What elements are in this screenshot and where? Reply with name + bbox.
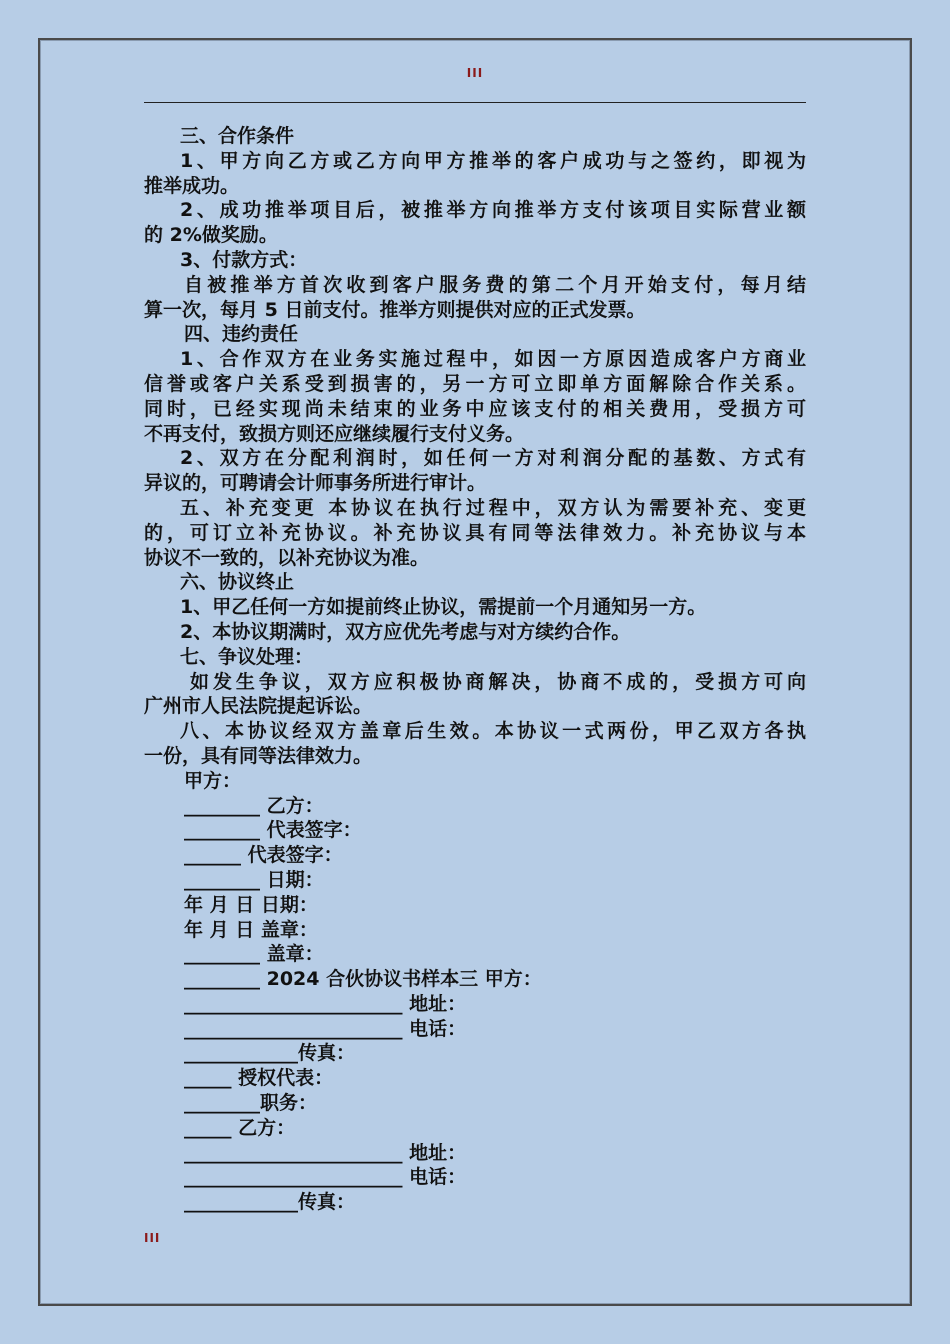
- text-line: ______ 代表签字：: [184, 844, 343, 867]
- text-line: _______________________ 电话：: [184, 1017, 467, 1040]
- text-line: _____ 乙方：: [184, 1116, 296, 1139]
- text-line: 的 2%做奖励。: [144, 224, 278, 247]
- text-line: ________ 盖章：: [184, 943, 324, 966]
- text-line: 3、付款方式：: [180, 248, 308, 271]
- text-line: ________ 日期：: [184, 868, 324, 891]
- text-line: 四、违约责任: [184, 323, 299, 346]
- text-line: _______________________ 地址：: [184, 1141, 467, 1164]
- text-line: 1、合作双方在业务实施过程中，如因一方原因造成客户方商业: [180, 348, 806, 371]
- text-line: _____ 授权代表：: [184, 1067, 334, 1090]
- text-line: 的，可订立补充协议。补充协议具有同等法律效力。补充协议与本: [144, 521, 806, 544]
- text-line: 八、本协议经双方盖章后生效。本协议一式两份，甲乙双方各执: [180, 720, 806, 743]
- text-line: 算一次，每月 5 日前支付。推举方则提供对应的正式发票。: [144, 298, 646, 321]
- text-line: 年 月 日 盖章：: [184, 918, 318, 941]
- text-line: ________ 乙方：: [184, 794, 324, 817]
- text-line: _______________________ 地址：: [184, 992, 467, 1015]
- header-mark: III: [466, 66, 484, 80]
- text-line: ________ 代表签字：: [184, 819, 362, 842]
- text-line: ________职务：: [184, 1092, 318, 1115]
- text-line: _______________________ 电话：: [184, 1166, 467, 1189]
- text-line: 六、协议终止: [180, 571, 295, 594]
- text-line: 自被推举方首次收到客户服务费的第二个月开始支付，每月结: [184, 273, 806, 296]
- text-line: 广州市人民法院提起诉讼。: [144, 695, 373, 718]
- text-line: ________ 2024 合伙协议书样本三 甲方：: [184, 968, 542, 991]
- text-line: 一份，具有同等法律效力。: [144, 744, 373, 767]
- text-line: 三、合作条件: [180, 125, 295, 147]
- text-line: 推举成功。: [144, 174, 240, 197]
- text-line: 异议的，可聘请会计师事务所进行审计。: [144, 472, 487, 495]
- text-line: 不再支付，致损方则还应继续履行支付义务。: [144, 422, 525, 445]
- document-body: [144, 124, 806, 1215]
- text-line: 七、争议处理：: [180, 645, 314, 668]
- text-line: 2、双方在分配利润时，如任何一方对利润分配的基数、方式有: [180, 447, 806, 470]
- footer-mark: III: [144, 1231, 161, 1245]
- text-line: 1、甲乙任何一方如提前终止协议，需提前一个月通知另一方。: [180, 596, 707, 619]
- text-line: 甲方：: [184, 769, 242, 792]
- text-line: 协议不一致的，以补充协议为准。: [144, 546, 430, 569]
- text-line: ____________传真：: [184, 1191, 356, 1214]
- text-line: 同时，已经实现尚未结束的业务中应该支付的相关费用，受损方可: [144, 397, 806, 420]
- text-line: ____________传真：: [184, 1042, 356, 1065]
- text-line: 2、本协议期满时，双方应优先考虑与对方续约合作。: [180, 620, 631, 643]
- header-rule: [144, 102, 806, 103]
- text-line: 1、甲方向乙方或乙方向甲方推举的客户成功与之签约，即视为: [180, 149, 806, 172]
- text-line: 2、成功推举项目后，被推举方向推举方支付该项目实际营业额: [180, 199, 806, 222]
- text-line: 如发生争议，双方应积极协商解决，协商不成的，受损方可向: [190, 670, 806, 693]
- text-line: 年 月 日 日期：: [184, 893, 318, 916]
- text-line: 五、补充变更 本协议在执行过程中，双方认为需要补充、变更: [180, 496, 806, 519]
- text-line: 信誉或客户关系受到损害的，另一方可立即单方面解除合作关系。: [144, 372, 806, 395]
